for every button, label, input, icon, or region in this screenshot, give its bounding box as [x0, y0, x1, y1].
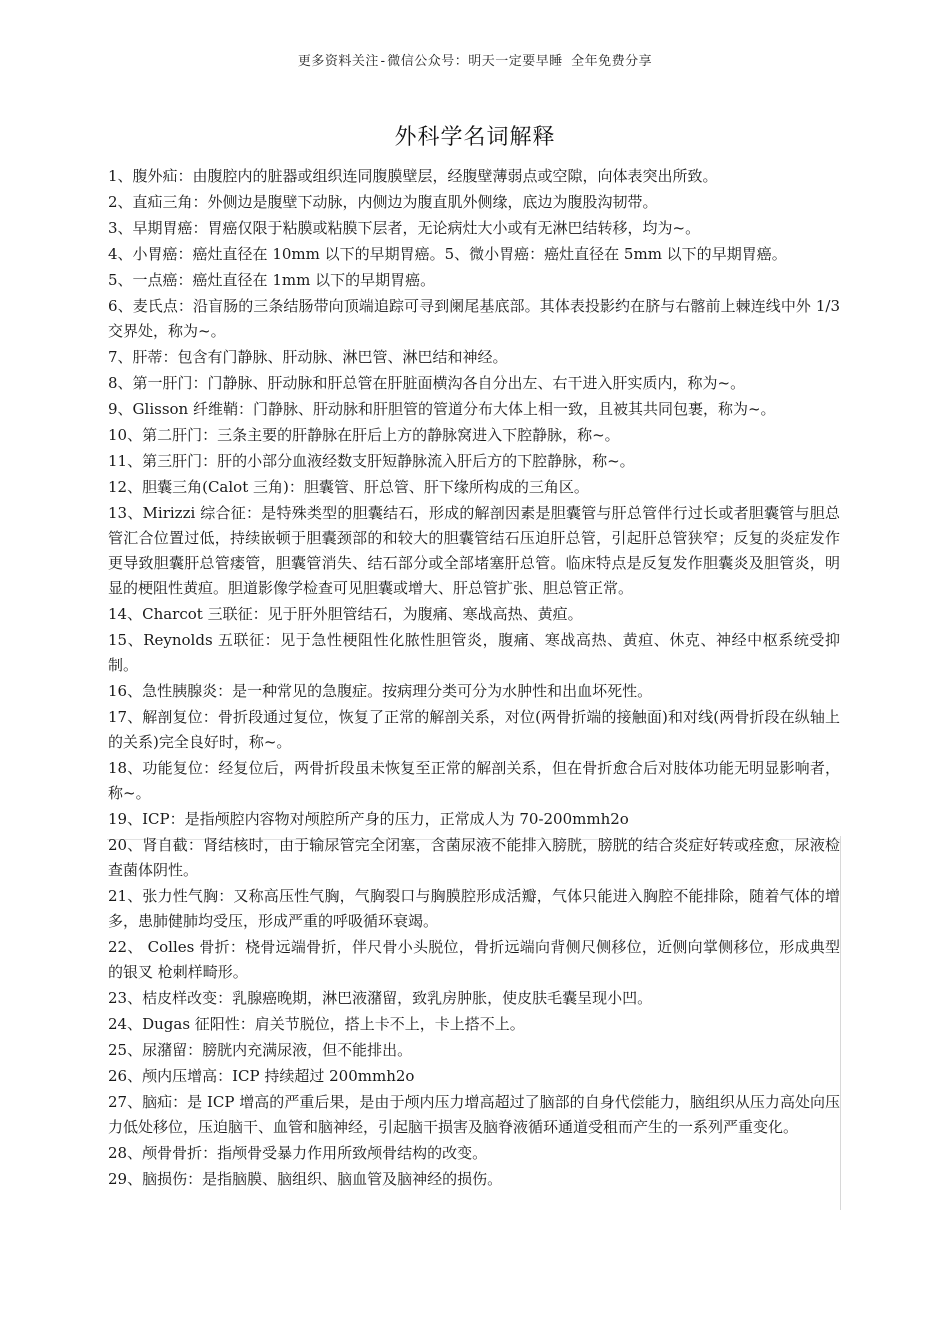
term-entry-6: 6、麦氏点：沿盲肠的三条结肠带向顶端追踪可寻到阑尾基底部。其体表投影约在脐与右髂前上棘连线中外 1/3 交界处，称为~。 — [108, 297, 840, 340]
page-title: 外科学名词解释 — [394, 125, 556, 150]
term-entry-22: 22、 Colles 骨折：桡骨远端骨折，伴尺骨小头脱位，骨折远端向背侧尺侧移位，近侧向掌侧移位，形成典型的银叉 枪刺样畸形。 — [108, 938, 840, 981]
term-entry-13: 13、Mirizzi 综合征：是特殊类型的胆囊结石，形成的解剖因素是胆囊管与肝总管伴行过长或者胆囊管与胆总管汇合位置过低，持续嵌顿于胆囊颈部的和较大的胆囊管结石压迫肝总管，引起肝总管狭窄；反复的炎症发作更导致胆囊肝总管瘘管，胆囊管消失、结石部分或全部堵塞肝总管。临床特点是反复发作胆囊炎及胆管炎，明显的梗阻性黄疸。胆道影像学检查可见胆囊或增大、肝总管扩张、胆总管正常。 — [108, 504, 840, 597]
term-entry-12: 12、胆囊三角(Calot 三角)：胆囊管、肝总管、肝下缘所构成的三角区。 — [108, 478, 589, 496]
term-entry-26: 26、颅内压增高：ICP 持续超过 200mmh2o — [108, 1067, 415, 1085]
term-entry-8: 8、第一肝门：门静脉、肝动脉和肝总管在肝脏面横沟各自分出左、右干进入肝实质内，称为~。 — [108, 374, 746, 392]
term-entry-16: 16、急性胰腺炎：是一种常见的急腹症。按病理分类可分为水肿性和出血坏死性。 — [108, 682, 653, 700]
term-entry-18: 18、功能复位：经复位后，两骨折段虽未恢复至正常的解剖关系，但在骨折愈合后对肢体功能无明显影响者，称~。 — [108, 759, 840, 802]
term-entry-25: 25、尿潴留：膀胱内充满尿液，但不能排出。 — [108, 1041, 413, 1059]
term-entry-24: 24、Dugas 征阳性：肩关节脱位，搭上卡不上，卡上搭不上。 — [108, 1015, 525, 1033]
term-entry-14: 14、Charcot 三联征：见于肝外胆管结石，为腹痛、寒战高热、黄疸。 — [108, 605, 583, 623]
term-entry-5: 5、一点癌：癌灶直径在 1mm 以下的早期胃癌。 — [108, 271, 436, 289]
right-margin-rule — [840, 836, 841, 1210]
term-entry-29: 29、脑损伤：是指脑膜、脑组织、脑血管及脑神经的损伤。 — [108, 1170, 503, 1188]
term-entry-23: 23、桔皮样改变：乳腺癌晚期，淋巴液潴留，致乳房肿胀，使皮肤毛囊呈现小凹。 — [108, 989, 653, 1007]
term-entry-21: 21、张力性气胸：又称高压性气胸，气胸裂口与胸膜腔形成活瓣，气体只能进入胸腔不能排除，随着气体的增多，患肺健肺均受压，形成严重的呼吸循环衰竭。 — [108, 887, 840, 930]
term-entry-9: 9、Glisson 纤维鞘：门静脉、肝动脉和肝胆管的管道分布大体上相一致，且被其共同包裹，称为~。 — [108, 400, 776, 418]
term-entry-3: 3、早期胃癌：胃癌仅限于粘膜或粘膜下层者，无论病灶大小或有无淋巴结转移，均为~。 — [108, 219, 701, 237]
term-list — [108, 164, 840, 1193]
term-entry-4: 4、小胃癌：癌灶直径在 10mm 以下的早期胃癌。5、微小胃癌：癌灶直径在 5mm 以下的早期胃癌。 — [108, 245, 787, 263]
term-entry-15: 15、Reynolds 五联征：见于急性梗阻性化脓性胆管炎，腹痛、寒战高热、黄疸、休克、神经中枢系统受抑制。 — [108, 631, 840, 674]
term-entry-27: 27、脑疝：是 ICP 增高的严重后果，是由于颅内压力增高超过了脑部的自身代偿能力，脑组织从压力高处向压力低处移位，压迫脑干、血管和脑神经，引起脑干损害及脑脊液循环通道受租而产生的一系列严重变化。 — [108, 1093, 840, 1136]
term-entry-1: 1、腹外疝：由腹腔内的脏器或组织连同腹膜壁层，经腹壁薄弱点或空隙，向体表突出所致。 — [108, 167, 718, 185]
term-entry-7: 7、肝蒂：包含有门静脉、肝动脉、淋巴管、淋巴结和神经。 — [108, 348, 508, 366]
term-entry-17: 17、解剖复位：骨折段通过复位，恢复了正常的解剖关系，对位(两骨折端的接触面)和对线(两骨折段在纵轴上的关系)完全良好时，称~。 — [108, 708, 840, 751]
term-entry-19: 19、ICP：是指颅腔内容物对颅腔所产身的压力，正常成人为 70-200mmh2o — [108, 810, 629, 828]
term-entry-11: 11、第三肝门：肝的小部分血液经数支肝短静脉流入肝后方的下腔静脉，称~。 — [108, 452, 635, 470]
term-entry-2: 2、直疝三角：外侧边是腹壁下动脉，内侧边为腹直肌外侧缘，底边为腹股沟韧带。 — [108, 193, 658, 211]
term-entry-20: 20、肾自截：肾结核时，由于输尿管完全闭塞，含菌尿液不能排入膀胱，膀胱的结合炎症好转或痊愈，尿液检查菌体阴性。 — [108, 836, 840, 879]
header-note: 更多资料关注-微信公众号：明天一定要早睡 全年免费分享 — [297, 54, 653, 69]
term-entry-10: 10、第二肝门：三条主要的肝静脉在肝后上方的静脉窝进入下腔静脉，称~。 — [108, 426, 620, 444]
term-entry-28: 28、颅骨骨折：指颅骨受暴力作用所致颅骨结构的改变。 — [108, 1144, 488, 1162]
